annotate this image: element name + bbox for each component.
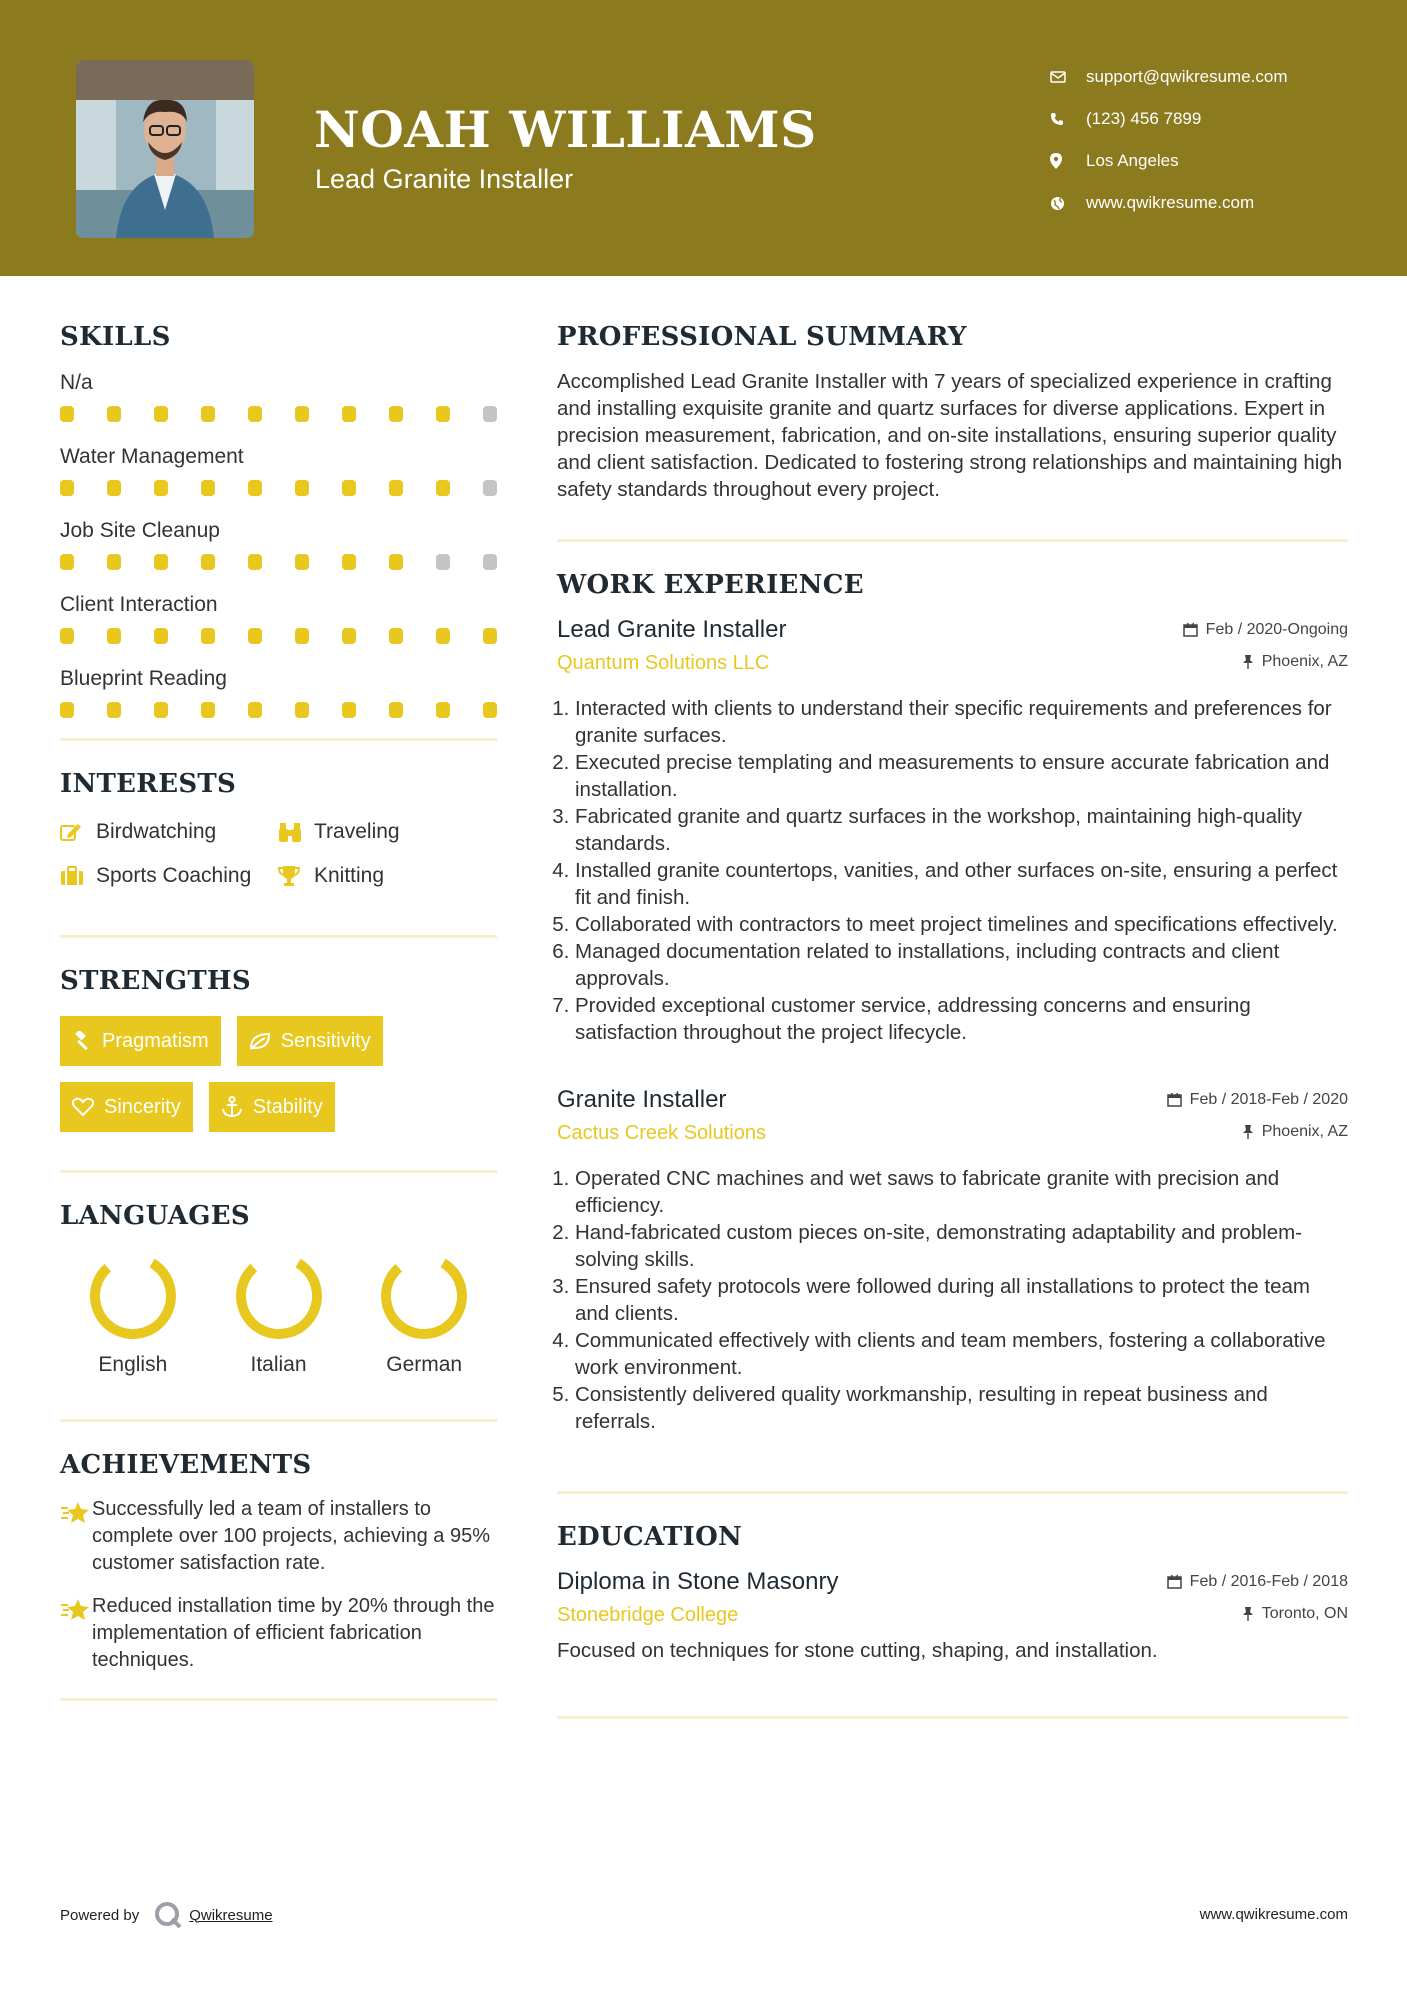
- skill-rating-dot: [201, 406, 215, 422]
- heart-icon: [72, 1097, 94, 1117]
- skill-rating-dot: [436, 554, 450, 570]
- skill-rating-dot: [342, 406, 356, 422]
- skill-rating-dot: [483, 628, 497, 644]
- interest-label: Birdwatching: [96, 820, 217, 843]
- language-name: English: [98, 1353, 168, 1376]
- strength-label: Sensitivity: [280, 1029, 371, 1052]
- candidate-title: Lead Granite Installer: [315, 164, 574, 194]
- resume-header: [0, 0, 1407, 276]
- skill-name: Client Interaction: [60, 593, 218, 616]
- skill-rating-dot: [389, 554, 403, 570]
- skill-rating-dot: [436, 702, 450, 718]
- skill-rating-dot: [201, 554, 215, 570]
- job-location-text: Phoenix, AZ: [1261, 1122, 1348, 1140]
- skill-rating: [60, 406, 497, 422]
- contact-email-text: support@qwikresume.com: [1086, 67, 1288, 86]
- skill-rating-dot: [342, 702, 356, 718]
- skill-rating-dot: [107, 554, 121, 570]
- skill-rating-dot: [389, 480, 403, 496]
- contact-location-text: Los Angeles: [1086, 151, 1179, 170]
- education-location: [1242, 1605, 1348, 1623]
- job-location-text: Phoenix, AZ: [1261, 652, 1348, 670]
- calendar-icon: [1167, 1574, 1182, 1589]
- contact-location: [1050, 140, 1288, 182]
- pencil-square-icon: [60, 822, 96, 842]
- job-title: Lead Granite Installer: [557, 616, 787, 643]
- skill-rating-dot: [295, 628, 309, 644]
- responsibilities-list: [557, 695, 1348, 1046]
- location-pin-icon: [1050, 153, 1086, 169]
- education-description: Focused on techniques for stone cutting, shaping, and installation.: [557, 1639, 1158, 1662]
- responsibility-item: 5. Collaborated with contractors to meet project timelines and specifications effectively.: [575, 911, 1348, 938]
- education-dates-text: Feb / 2016-Feb / 2018: [1189, 1572, 1348, 1590]
- envelope-icon: [1050, 70, 1086, 84]
- job-entry: [557, 616, 1348, 1046]
- language-ring-arc: [88, 1251, 178, 1341]
- briefcase-icon: [60, 866, 96, 886]
- strength-tag: [60, 1082, 193, 1132]
- summary-heading: PROFESSIONAL SUMMARY: [557, 322, 967, 352]
- skill-name: N/a: [60, 371, 93, 394]
- skills-list: [60, 368, 497, 718]
- interest-item: [278, 863, 498, 889]
- skill-rating: [60, 480, 497, 496]
- responsibility-item: 4. Communicated effectively with clients and team members, fostering a collaborative work environment.: [575, 1327, 1348, 1381]
- skill-name: Blueprint Reading: [60, 667, 227, 690]
- interests-list: [60, 815, 497, 889]
- responsibility-item: 1. Interacted with clients to understand their specific requirements and preferences for granite surfaces.: [575, 695, 1348, 749]
- gavel-icon: [72, 1031, 92, 1051]
- responsibility-item: 3. Ensured safety protocols were followed during all installations to protect the team and clients.: [575, 1273, 1348, 1327]
- skill-rating-dot: [154, 702, 168, 718]
- anchor-icon: [221, 1096, 243, 1118]
- divider: [60, 1419, 497, 1422]
- contact-website-text: www.qwikresume.com: [1086, 193, 1255, 212]
- strength-tag: [209, 1082, 335, 1132]
- job-dates: [1183, 621, 1348, 639]
- skill-rating-dot: [248, 702, 262, 718]
- skill-rating-dot: [60, 628, 74, 644]
- languages-list: [60, 1247, 497, 1377]
- strength-tag: [60, 1016, 221, 1066]
- skill-rating-dot: [389, 628, 403, 644]
- strength-label: Sincerity: [104, 1095, 181, 1118]
- job-dates: [1167, 1091, 1348, 1109]
- school-name: Stonebridge College: [557, 1604, 739, 1626]
- qwikresume-logo-icon: [153, 1900, 183, 1930]
- pushpin-icon: [1242, 1124, 1254, 1139]
- job-dates-text: Feb / 2020-Ongoing: [1205, 620, 1348, 638]
- footer-powered-by: [60, 1900, 273, 1930]
- interests-heading: INTERESTS: [60, 769, 237, 799]
- skill-rating-dot: [483, 702, 497, 718]
- skill-name: Water Management: [60, 445, 244, 468]
- skill-rating-dot: [436, 480, 450, 496]
- job-location: [1242, 653, 1348, 671]
- achievements-list: [60, 1496, 497, 1674]
- experience-heading: WORK EXPERIENCE: [557, 570, 864, 600]
- education-heading: EDUCATION: [557, 1522, 743, 1552]
- skill-rating-dot: [60, 406, 74, 422]
- language-proficiency-ring: [88, 1251, 178, 1341]
- strength-label: Stability: [252, 1095, 323, 1118]
- education-dates: [1167, 1573, 1348, 1591]
- skill-rating: [60, 628, 497, 644]
- interest-item: [60, 819, 278, 845]
- responsibility-item: 2. Hand-fabricated custom pieces on-site, demonstrating adaptability and problem-solving skills.: [575, 1219, 1348, 1273]
- responsibility-item: 4. Installed granite countertops, vanities, and other surfaces on-site, ensuring a perfect fit and finish.: [575, 857, 1348, 911]
- divider: [557, 1491, 1348, 1494]
- pushpin-icon: [1242, 654, 1254, 669]
- pushpin-icon: [1242, 1606, 1254, 1621]
- education-entry: [557, 1568, 1348, 1664]
- language-name: Italian: [250, 1353, 307, 1376]
- binoculars-icon: [278, 821, 314, 843]
- left-column: [60, 316, 497, 1701]
- skill-rating-dot: [248, 628, 262, 644]
- strength-label: Pragmatism: [102, 1029, 209, 1052]
- divider: [60, 935, 497, 938]
- skill-rating: [60, 702, 497, 718]
- interest-item: [278, 819, 498, 845]
- skill-rating-dot: [201, 480, 215, 496]
- skill-rating-dot: [295, 406, 309, 422]
- contact-website[interactable]: [1050, 182, 1288, 224]
- skill-rating-dot: [107, 628, 121, 644]
- skill-rating-dot: [107, 702, 121, 718]
- skill-rating-dot: [154, 554, 168, 570]
- skill-rating-dot: [389, 406, 403, 422]
- interest-label: Traveling: [314, 820, 400, 843]
- contact-phone-text: (123) 456 7899: [1086, 109, 1202, 128]
- calendar-icon: [1167, 1092, 1182, 1107]
- language-name: German: [386, 1353, 463, 1376]
- responsibility-item: 3. Fabricated granite and quartz surfaces in the workshop, maintaining high-quality standards.: [575, 803, 1348, 857]
- achievement-text: Successfully led a team of installers to complete over 100 projects, achieving a 95% customer satisfaction rate.: [92, 1498, 491, 1574]
- interest-item: [60, 863, 278, 889]
- powered-by-label: Powered by: [60, 1906, 140, 1924]
- achievements-heading: ACHIEVEMENTS: [60, 1450, 312, 1480]
- job-title: Granite Installer: [557, 1086, 727, 1113]
- summary-text: Accomplished Lead Granite Installer with 7 years of specialized experience in crafting and installing exquisite granite and quartz surfaces for diverse applications. Expert in precision measurement, fabrication, and on-site installations, ensuring superior quality and client satisfaction. Dedicated to fostering strong relationships and maintaining high safety standards throughout every project.: [557, 370, 1343, 501]
- achievement-item: [60, 1593, 497, 1674]
- footer-website[interactable]: www.qwikresume.com: [1199, 1906, 1348, 1923]
- skill-rating-dot: [295, 702, 309, 718]
- trophy-icon: [278, 865, 314, 887]
- education-location-text: Toronto, ON: [1261, 1604, 1348, 1622]
- company-name: Cactus Creek Solutions: [557, 1122, 766, 1144]
- language-ring-arc: [234, 1251, 324, 1341]
- skill-rating-dot: [154, 480, 168, 496]
- skill-rating-dot: [342, 480, 356, 496]
- skill-rating: [60, 554, 497, 570]
- responsibilities-list: [557, 1165, 1348, 1435]
- degree-title: Diploma in Stone Masonry: [557, 1568, 839, 1595]
- skill-rating-dot: [483, 406, 497, 422]
- skill-rating-dot: [342, 554, 356, 570]
- qwikresume-link[interactable]: Qwikresume: [189, 1906, 273, 1924]
- skill-rating-dot: [295, 554, 309, 570]
- strengths-list: [60, 1012, 497, 1132]
- interest-label: Sports Coaching: [96, 864, 252, 887]
- job-entry: [557, 1086, 1348, 1435]
- interest-label: Knitting: [314, 864, 385, 887]
- skill-rating-dot: [436, 406, 450, 422]
- phone-icon: [1050, 112, 1086, 126]
- skill-rating-dot: [389, 702, 403, 718]
- strengths-heading: STRENGTHS: [60, 966, 251, 996]
- leaf-icon: [249, 1032, 271, 1050]
- skill-rating-dot: [107, 480, 121, 496]
- skill-rating-dot: [201, 628, 215, 644]
- skill-rating-dot: [483, 480, 497, 496]
- job-dates-text: Feb / 2018-Feb / 2020: [1189, 1090, 1348, 1108]
- skill-rating-dot: [107, 406, 121, 422]
- language-proficiency-ring: [379, 1251, 469, 1341]
- responsibility-item: 5. Consistently delivered quality workmanship, resulting in repeat business and referrals.: [575, 1381, 1348, 1435]
- right-column: [557, 316, 1348, 1719]
- star-icon: [60, 1496, 92, 1577]
- skill-rating-dot: [295, 480, 309, 496]
- achievement-text: Reduced installation time by 20% through the implementation of efficient fabrication techniques.: [92, 1595, 495, 1671]
- skill-rating-dot: [483, 554, 497, 570]
- skill-rating-dot: [60, 702, 74, 718]
- skill-rating-dot: [154, 628, 168, 644]
- star-icon: [60, 1593, 92, 1674]
- divider: [557, 539, 1348, 542]
- languages-heading: LANGUAGES: [60, 1201, 250, 1231]
- skills-heading: SKILLS: [60, 322, 171, 352]
- skill-name: Job Site Cleanup: [60, 519, 220, 542]
- skill-rating-dot: [60, 554, 74, 570]
- contact-list: [1050, 56, 1288, 224]
- contact-email[interactable]: [1050, 56, 1288, 98]
- skill-rating-dot: [154, 406, 168, 422]
- language-proficiency-ring: [234, 1251, 324, 1341]
- profile-photo: [76, 60, 254, 238]
- responsibility-item: 1. Operated CNC machines and wet saws to fabricate granite with precision and efficiency.: [575, 1165, 1348, 1219]
- skill-rating-dot: [248, 406, 262, 422]
- divider: [60, 738, 497, 741]
- skill-rating-dot: [436, 628, 450, 644]
- company-name: Quantum Solutions LLC: [557, 652, 770, 674]
- skill-rating-dot: [342, 628, 356, 644]
- skill-rating-dot: [248, 554, 262, 570]
- divider: [60, 1170, 497, 1173]
- divider: [557, 1716, 1348, 1719]
- globe-icon: [1050, 196, 1086, 211]
- strength-tag: [237, 1016, 383, 1066]
- skill-rating-dot: [60, 480, 74, 496]
- candidate-name: NOAH WILLIAMS: [314, 100, 817, 159]
- achievement-item: [60, 1496, 497, 1577]
- language-item: [206, 1251, 352, 1377]
- language-item: [60, 1251, 206, 1377]
- contact-phone[interactable]: [1050, 98, 1288, 140]
- responsibility-item: 6. Managed documentation related to installations, including contracts and client approvals.: [575, 938, 1348, 992]
- responsibility-item: 7. Provided exceptional customer service, addressing concerns and ensuring satisfaction throughout the project lifecycle.: [575, 992, 1348, 1046]
- calendar-icon: [1183, 622, 1198, 637]
- skill-rating-dot: [248, 480, 262, 496]
- responsibility-item: 2. Executed precise templating and measurements to ensure accurate fabrication and installation.: [575, 749, 1348, 803]
- language-item: [351, 1251, 497, 1377]
- job-location: [1242, 1123, 1348, 1141]
- skill-rating-dot: [201, 702, 215, 718]
- language-ring-arc: [379, 1251, 469, 1341]
- divider: [60, 1698, 497, 1701]
